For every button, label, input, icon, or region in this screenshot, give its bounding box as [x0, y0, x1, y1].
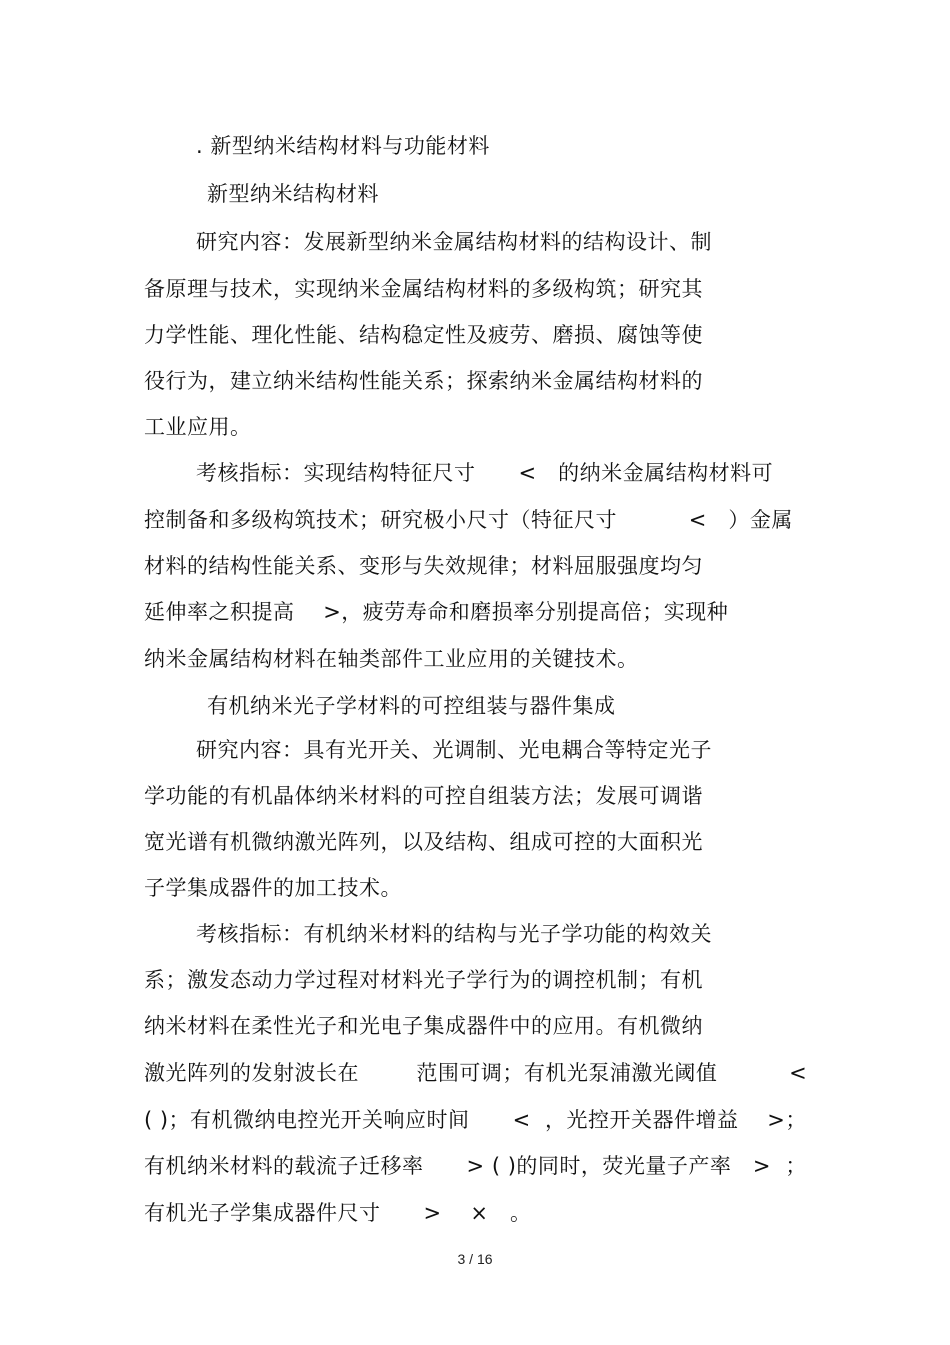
document-heading: . 新型纳米结构材料与功能材料: [196, 134, 490, 158]
section2-indicator-line: 系；激发态动力学过程对材料光子学行为的调控机制；有机: [144, 968, 703, 992]
section1-content-line: 力学性能、理化性能、结构稳定性及疲劳、磨损、腐蚀等使: [144, 323, 703, 347]
section2-content-line: 宽光谱有机微纳激光阵列，以及结构、组成可控的大面积光: [144, 830, 703, 854]
section1-content-line: 研究内容：发展新型纳米金属结构材料的结构设计、制: [196, 230, 712, 254]
section2-content-line: 子学集成器件的加工技术。: [144, 876, 402, 900]
section2-indicator-line: 考核指标：有机纳米材料的结构与光子学功能的构效关: [196, 922, 712, 946]
section1-indicator-line: 纳米金属结构材料在轴类部件工业应用的关键技术。: [144, 647, 639, 671]
section2-content-line: 研究内容：具有光开关、光调制、光电耦合等特定光子: [196, 738, 712, 762]
section2-indicator-line: 纳米材料在柔性光子和光电子集成器件中的应用。有机微纳: [144, 1014, 703, 1038]
section1-indicator-line: 材料的结构性能关系、变形与失效规律；材料屈服强度均匀: [144, 554, 703, 578]
section-title-organic-photonics: 有机纳米光子学材料的可控组装与器件集成: [207, 694, 616, 718]
page-number: 3 / 16: [457, 1251, 493, 1267]
section2-indicator-line: ( )；有机微纳电控光开关响应时间 < ，光控开关器件增益 >；: [144, 1108, 807, 1132]
section1-indicator-line: 考核指标：实现结构特征尺寸 < 的纳米金属结构材料可: [196, 461, 774, 485]
section2-content-line: 学功能的有机晶体纳米材料的可控自组装方法；发展可调谐: [144, 784, 703, 808]
section2-indicator-line: 有机纳米材料的载流子迁移率 > ( )的同时，荧光量子产率 > ；: [144, 1154, 807, 1178]
section2-indicator-line: 激光阵列的发射波长在 范围可调；有机光泵浦激光阈值 <: [144, 1061, 808, 1085]
section1-content-line: 工业应用。: [144, 415, 252, 439]
section1-content-line: 役行为，建立纳米结构性能关系；探索纳米金属结构材料的: [144, 369, 703, 393]
section-title-nanostructure: 新型纳米结构材料: [207, 182, 379, 206]
section1-indicator-line: 控制备和多级构筑技术；研究极小尺寸（特征尺寸 < ）金属: [144, 508, 793, 532]
section1-content-line: 备原理与技术，实现纳米金属结构材料的多级构筑；研究其: [144, 277, 703, 301]
section2-indicator-line: 有机光子学集成器件尺寸 > × 。: [144, 1201, 532, 1225]
section1-indicator-line: 延伸率之积提高 >，疲劳寿命和磨损率分别提高倍；实现种: [144, 600, 729, 624]
